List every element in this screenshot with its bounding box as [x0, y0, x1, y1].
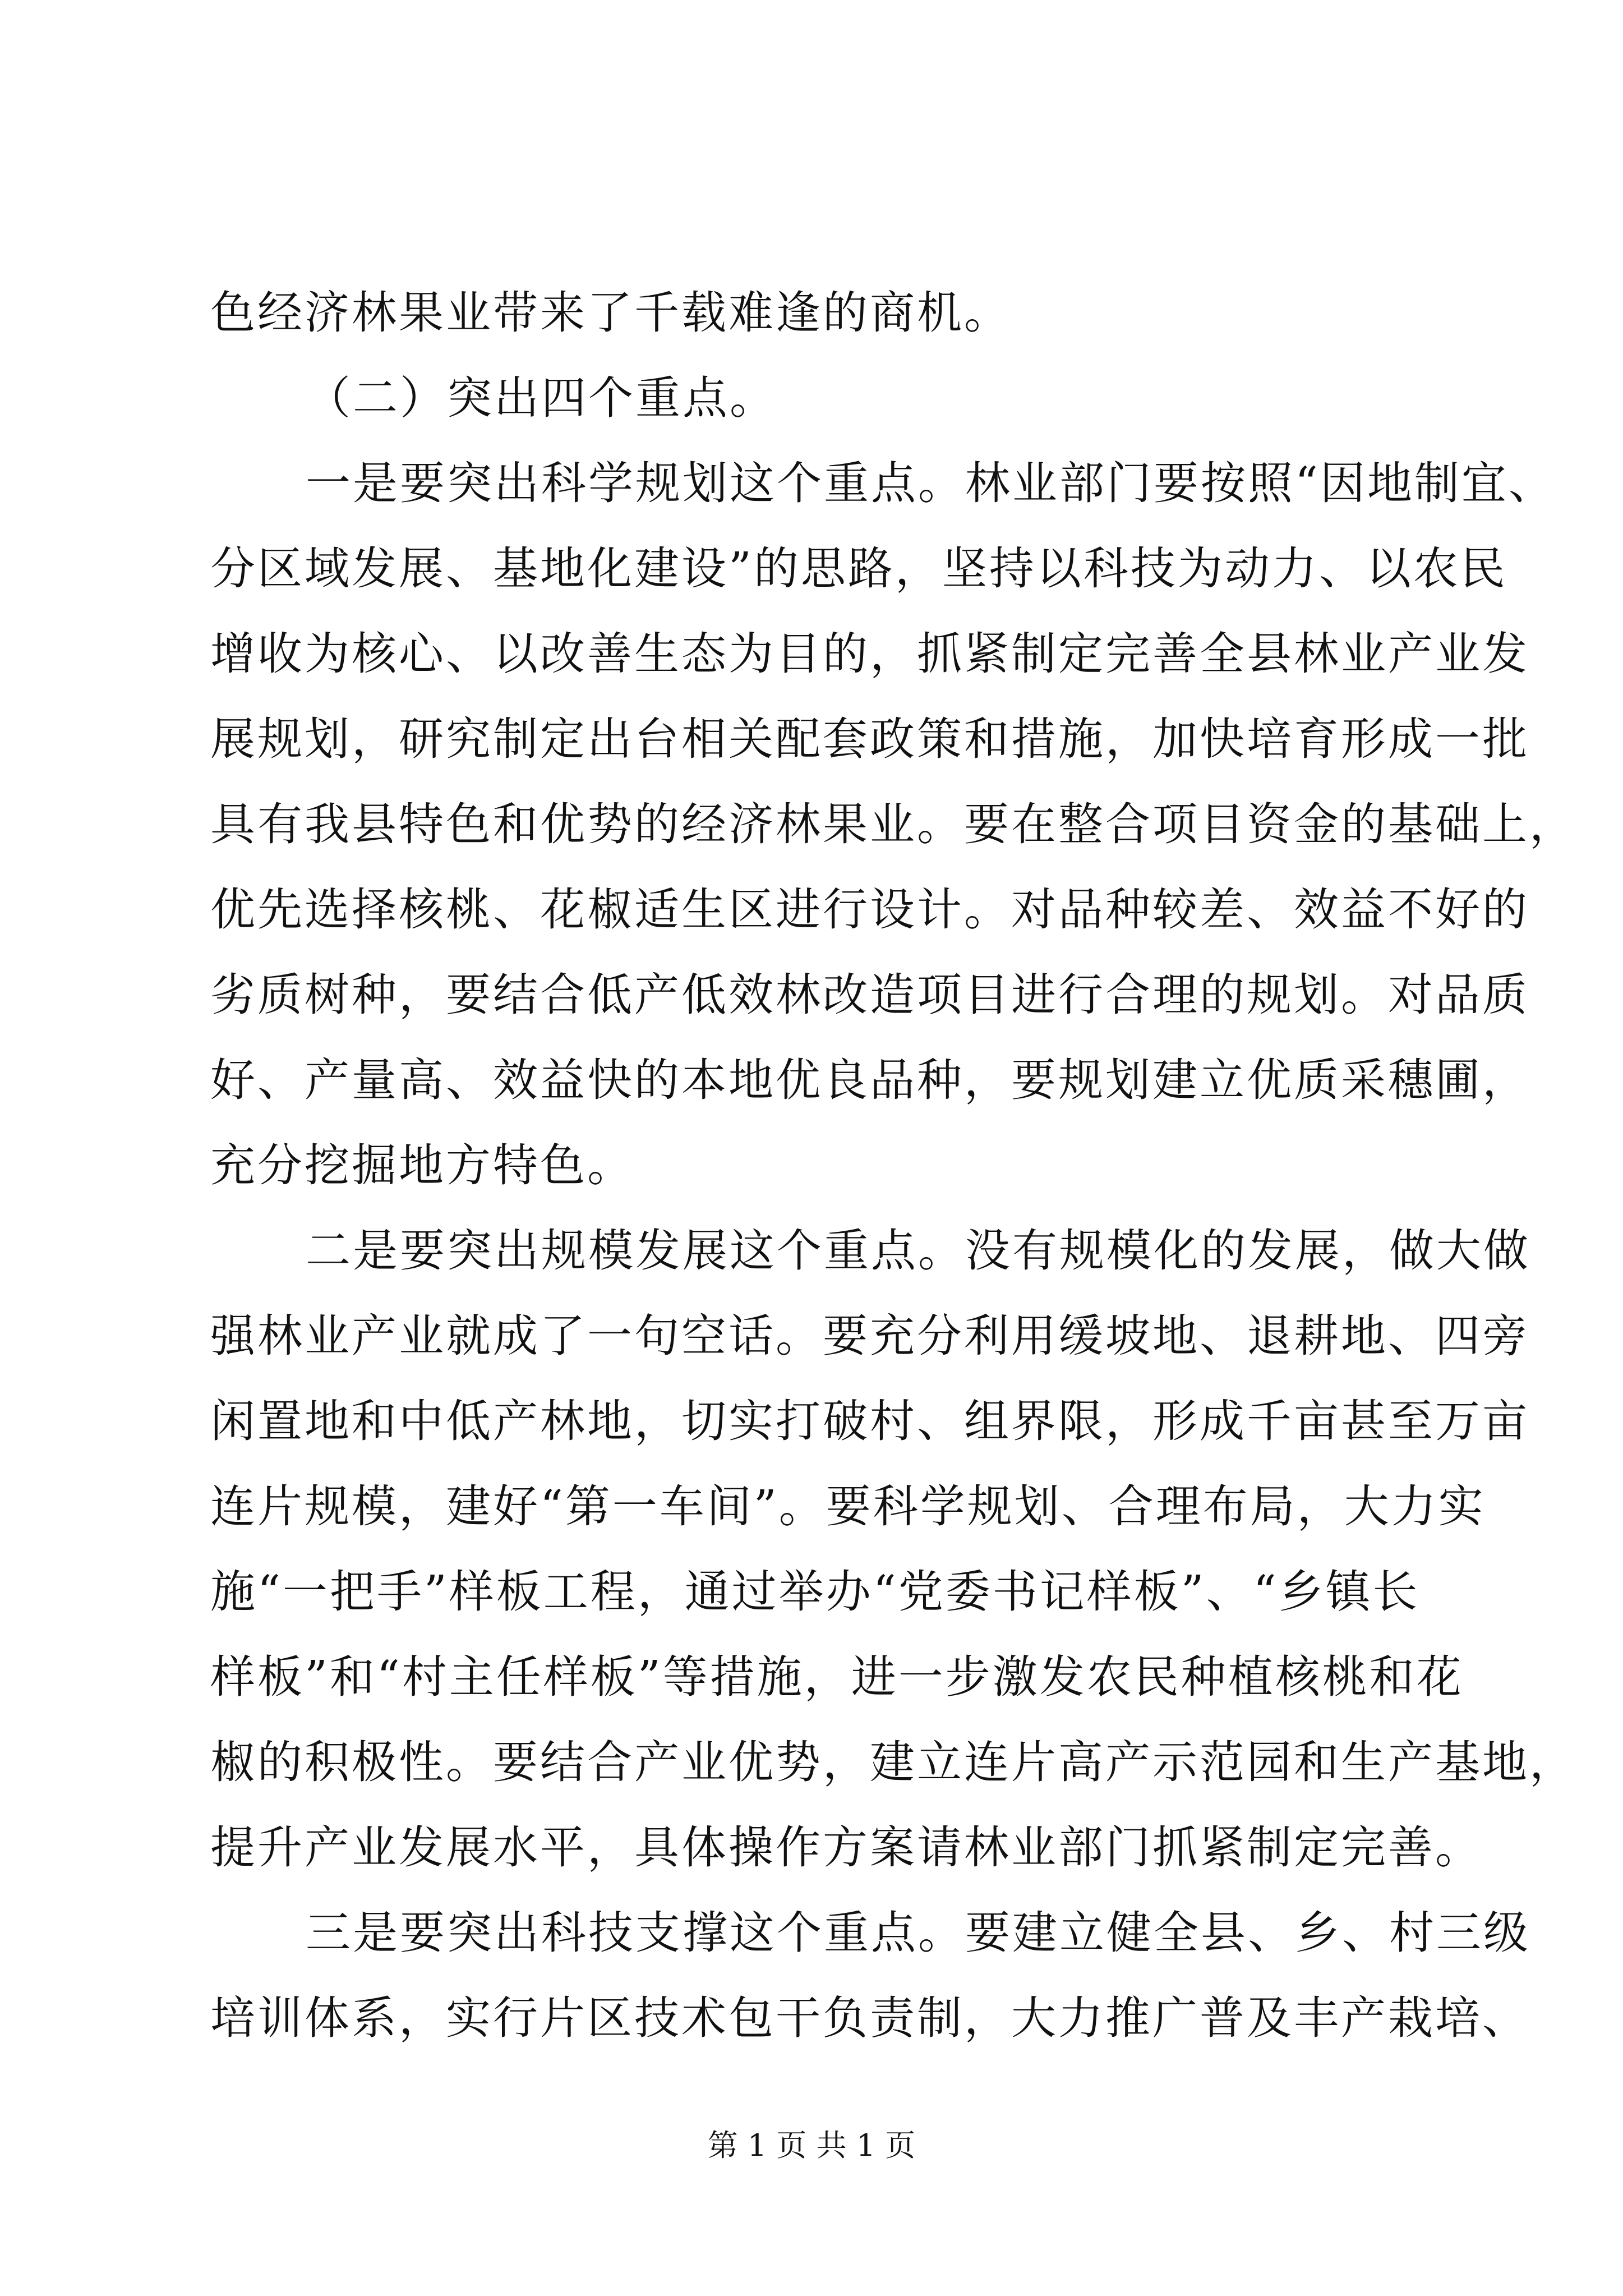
text-line: 二是要突出规模发展这个重点。没有规模化的发展，做大做: [306, 1225, 1530, 1277]
text-line: 好、产量高、效益快的本地优良品种，要规划建立优质采穗圃，: [210, 1054, 1529, 1106]
text-line: 三是要突出科技支撑这个重点。要建立健全县、乡、村三级: [306, 1907, 1530, 1959]
text-line: 提升产业发展水平，具体操作方案请林业部门抓紧制定完善。: [210, 1821, 1482, 1874]
text-line: 强林业产业就成了一句空话。要充分利用缓坡地、退耕地、四旁: [210, 1310, 1529, 1362]
text-line: 增收为核心、以改善生态为目的，抓紧制定完善全县林业产业发: [210, 628, 1529, 680]
text-line: 分区域发展、基地化建设”的思路，坚持以科技为动力、以农民: [210, 542, 1507, 595]
section-heading: （二）突出四个重点。: [306, 372, 777, 424]
text-line: 一是要突出科学规划这个重点。林业部门要按照“因地制宜、: [306, 457, 1556, 509]
text-line: 充分挖掘地方特色。: [210, 1139, 634, 1191]
text-line: 培训体系，实行片区技术包干负责制，大力推广普及丰产栽培、: [210, 1992, 1529, 2044]
text-line: 劣质树种，要结合低产低效林改造项目进行合理的规划。对品质: [210, 969, 1529, 1021]
text-line: 具有我县特色和优势的经济林果业。要在整合项目资金的基础上，: [210, 798, 1576, 850]
text-line: 样板”和“村主任样板”等措施，进一步激发农民种植核桃和花: [210, 1651, 1464, 1703]
text-line: 连片规模，建好“第一车间”。要科学规划、合理布局，大力实: [210, 1480, 1486, 1533]
page-footer: 第 1 页 共 1 页: [707, 2128, 916, 2163]
text-line: 展规划，研究制定出台相关配套政策和措施，加快培育形成一批: [210, 713, 1529, 765]
text-line: 椒的积极性。要结合产业优势，建立连片高产示范园和生产基地，: [210, 1736, 1576, 1788]
text-line: 闲置地和中低产林地，切实打破村、组界限，形成千亩甚至万亩: [210, 1395, 1529, 1447]
document-body: [210, 270, 1576, 2061]
text-line: 施“一把手”样板工程，通过举办“党委书记样板”、“乡镇长: [210, 1566, 1420, 1618]
text-line: 色经济林果业带来了千载难逢的商机。: [210, 287, 1011, 339]
text-line: 优先选择核桃、花椒适生区进行设计。对品种较差、效益不好的: [210, 884, 1529, 936]
